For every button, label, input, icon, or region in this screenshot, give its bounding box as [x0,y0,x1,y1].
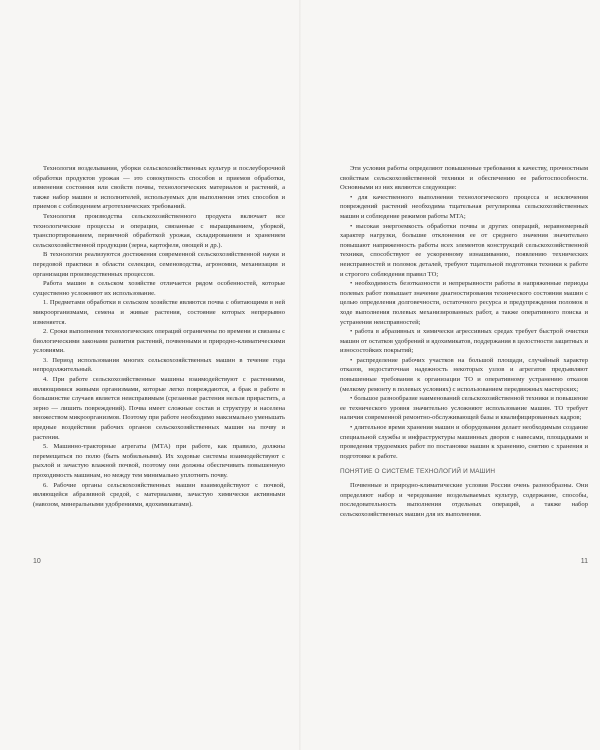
bullet-item: • распределение рабочих участков на большой площади, случайный характер отказов, недостаточная надежность некоторых узлов и агрегатов предъявляют повышенные требования к организации ТО и оперативному устранению отказов (мелкому ремонту в полевых условиях) с использованием передвижных мастерских; [340,356,588,393]
paragraph: 2. Сроки выполнения технологических операций ограничены по времени и связаны с биологическими законами развития растений, почвенными и природно-климатическими условиями. [33,328,285,355]
paragraph: Работа машин в сельском хозяйстве отличается рядом особенностей, которые существенно усложняют их использование. [33,280,285,297]
paragraph: 3. Период использования многих сельскохозяйственных машин в течение года непродолжительный. [33,356,285,374]
paragraph: В технологии реализуются достижения современной сельскохозяйственной науки и передовой практики в области селекции, семеноводства, агрономии, механизации и организации производственных процессов. [33,251,285,278]
paragraph: 6. Рабочие органы сельскохозяйственных машин взаимодействуют с почвой, являющейся абразивной средой, с материалами, зачастую химически активными (навозом, минеральными удобрениями, ядохимикатами). [33,481,285,508]
bullet-item: • длительное время хранения машин и оборудования делает необходимым создание специальной службы и инфраструктуры машинных дворов с навесами, площадками и проведения трудоемких работ по постановке машин к хранению, снятию с хранения и подготовке к работе. [340,424,588,460]
bullet-item: • необходимость безотказности и непрерывности работы в напряженные периоды полевых работ повышает значение диагностирования технического состояния машин с целью определения долговечности, остаточного ресурса и предупреждения поломок в ходе выполнения полевых механизированных работ, а также оперативного поиска и устранения неисправностей; [340,280,588,326]
right-page-text [340,164,588,519]
left-page-text [33,164,285,509]
paragraph: Почвенные и природно-климатические условия России очень разнообразны. Они определяют набор и чередование возделываемых культур, содержание, способы, последовательность выполнения отдельных операций, а также набор сельскохозяйственных машин для их выполнения. [340,482,588,518]
page-number: 10 [33,558,41,565]
bullet-item: • для качественного выполнения технологического процесса и исключения повреждений растений необходима тщательная регулировка сельскохозяйственных машин и соблюдение режимов работы МТА; [340,193,588,220]
bullet-item: • работа в абразивных и химически агрессивных средах требует быстрой очистки машин от остатков удобрений и ядохимикатов, поддержания в целостности защитных и износостойких покрытий; [340,328,588,355]
paragraph: Технология производства сельскохозяйственного продукта включает все технологические процессы и операции, связанные с выращиванием, уборкой, транспортированием, первичной обработкой урожая, складированием и хранением сельскохозяйственной продукции (зерна, картофеля, овощей и др.). [33,212,285,249]
paragraph: 1. Предметами обработки в сельском хозяйстве являются почва с обитающими в ней микроорганизмами, семена и живые растения, состояние которых непрерывно изменяется. [33,299,285,326]
right-page [300,0,600,750]
bullet-item: • большое разнообразие наименований сельскохозяйственной техники и повышение ее технического уровня значительно усложняют использование машин. ТО требует наличия современной ремонтно-обслуживающей базы и квалифицированных кадров; [340,395,588,422]
paragraph: 4. При работе сельскохозяйственные машины взаимодействуют с растениями, являющимися живыми организмами, которые легко повреждаются, а брак в работе в большинстве случаев является неисправимым (срезанные растения нельзя прирастить, а зерно — лишить повреждений). Почва имеет сложные состав и структуру и населена множеством микроорганизмов. Поэтому при работе необходимо максимально уменьшать вредные воздействия рабочих органов сельскохозяйственных машин на почву и растения. [33,376,285,441]
page-number: 11 [580,558,588,565]
section-heading: ПОНЯТИЕ О СИСТЕМЕ ТЕХНОЛОГИЙ И МАШИН [340,468,496,476]
paragraph: Эти условия работы определяют повышенные требования к качеству, прочностным свойствам сельскохозяйственной техники и обеспечению ее работоспособности. Основными из них являются следующие: [340,165,588,192]
bullet-item: • высокая энергоемкость обработки почвы и других операций, неравномерный характер нагрузки, большие отклонения ее от среднего значения значительно повышают напряженность работы всех элементов конструкций сельскохозяйственной техники, способствуют ее ускоренному изнашиванию, появлению технических неисправностей и поломок деталей, требуют тщательной подготовки техники к работе и строгого соблюдения правил ТО; [340,222,588,278]
paragraph: 5. Машинно-тракторные агрегаты (МТА) при работе, как правило, должны перемещаться по полю (быть мобильными). Их ходовые системы взаимодействуют с рыхлой и зачастую влажной почвой, поэтому они должны обеспечивать повышенную проходимость машинам, но между тем минимально уплотнять почву. [33,443,285,479]
paragraph: Технология возделывания, уборки сельскохозяйственных культур и послеуборочной обработки продуктов урожая — это совокупность способов и приемов обработки, изменения состояния или свойств почвы, технологических материалов и растений, а также набор машин и исполнителей, используемых для выполнения этих способов и приемов с соблюдением агротехнических требований. [33,165,285,211]
